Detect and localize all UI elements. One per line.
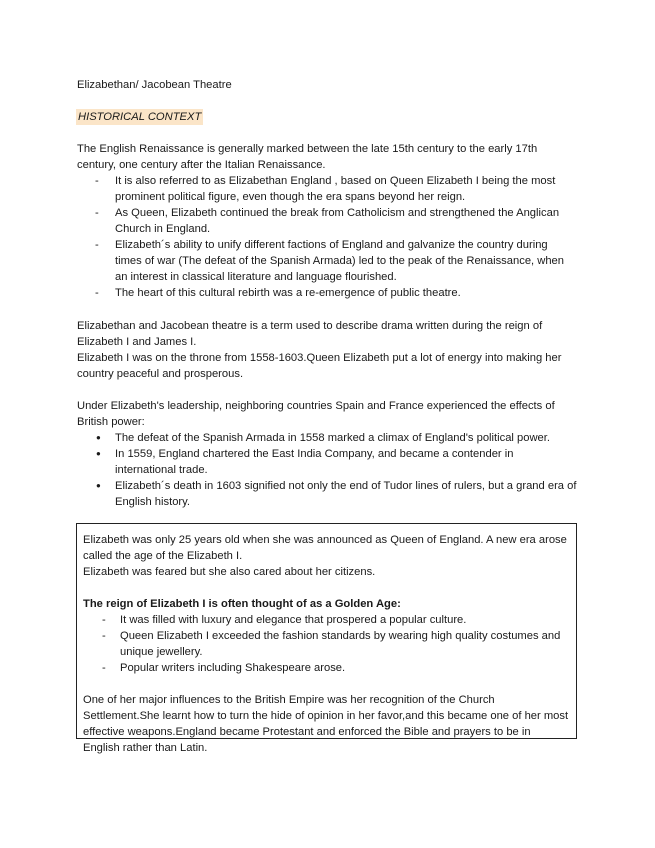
reign-paragraph: Elizabeth I was on the throne from 1558-1603.Queen Elizabeth put a lot of energy into making her country peaceful and prosperous. <box>77 352 562 380</box>
list-item: - It was filled with luxury and elegance that prospered a popular culture. <box>83 612 570 628</box>
box-intro: Elizabeth was only 25 years old when she was announced as Queen of England. A new era arose called the age of the Elizabeth I. <box>83 534 567 562</box>
box-closing: One of her major influences to the British Empire was her recognition of the Church Settlement.She learnt how to turn the hide of opinion in her favor,and this became one of her most effective weapons.England became Protestant and enforced the Bible and prayers to be in English rather than Latin. <box>83 694 569 754</box>
intro-paragraph: The English Renaissance is generally marked between the late 15th century to the early 17th century, one century after the Italian Renaissance. <box>77 143 538 171</box>
list-item: ● Elizabeth´s death in 1603 signified not only the end of Tudor lines of rulers, but a grand era of English history. <box>77 478 577 510</box>
section-heading: HISTORICAL CONTEXT <box>78 111 202 123</box>
list-item: - Elizabeth´s ability to unify different factions of England and galvanize the country during times of war (The defeat of the Spanish Armada) led to the peak of the Renaissance, when an interest in classical literature and language flourished. <box>77 237 577 285</box>
renaissance-list <box>77 173 577 301</box>
list-item: - As Queen, Elizabeth continued the break from Catholicism and strengthened the Anglican Church in England. <box>77 205 577 237</box>
golden-age-box <box>76 523 577 754</box>
golden-age-heading: The reign of Elizabeth I is often thought of as a Golden Age: <box>83 598 401 610</box>
document-title: Elizabethan/ Jacobean Theatre <box>77 79 232 91</box>
list-item: - Queen Elizabeth I exceeded the fashion standards by wearing high quality costumes and unique jewellery. <box>83 628 570 660</box>
list-item: ● The defeat of the Spanish Armada in 1558 marked a climax of England's political power. <box>77 430 577 446</box>
list-item: - Popular writers including Shakespeare arose. <box>83 660 570 676</box>
list-item: ● In 1559, England chartered the East India Company, and became a contender in international trade. <box>77 446 577 478</box>
section-heading-wrapper <box>76 109 576 125</box>
box-citizens: Elizabeth was feared but she also cared about her citizens. <box>83 566 376 578</box>
list-item: - It is also referred to as Elizabethan England , based on Queen Elizabeth I being the most prominent political figure, even though the era spans beyond her reign. <box>77 173 577 205</box>
list-item: - The heart of this cultural rebirth was a re-emergence of public theatre. <box>77 285 577 301</box>
golden-age-list <box>83 612 570 676</box>
definition-paragraph: Elizabethan and Jacobean theatre is a term used to describe drama written during the reign of Elizabeth I and James I. <box>77 320 543 348</box>
leadership-list <box>77 430 577 510</box>
leadership-intro: Under Elizabeth's leadership, neighboring countries Spain and France experienced the effects of British power: <box>77 400 555 428</box>
